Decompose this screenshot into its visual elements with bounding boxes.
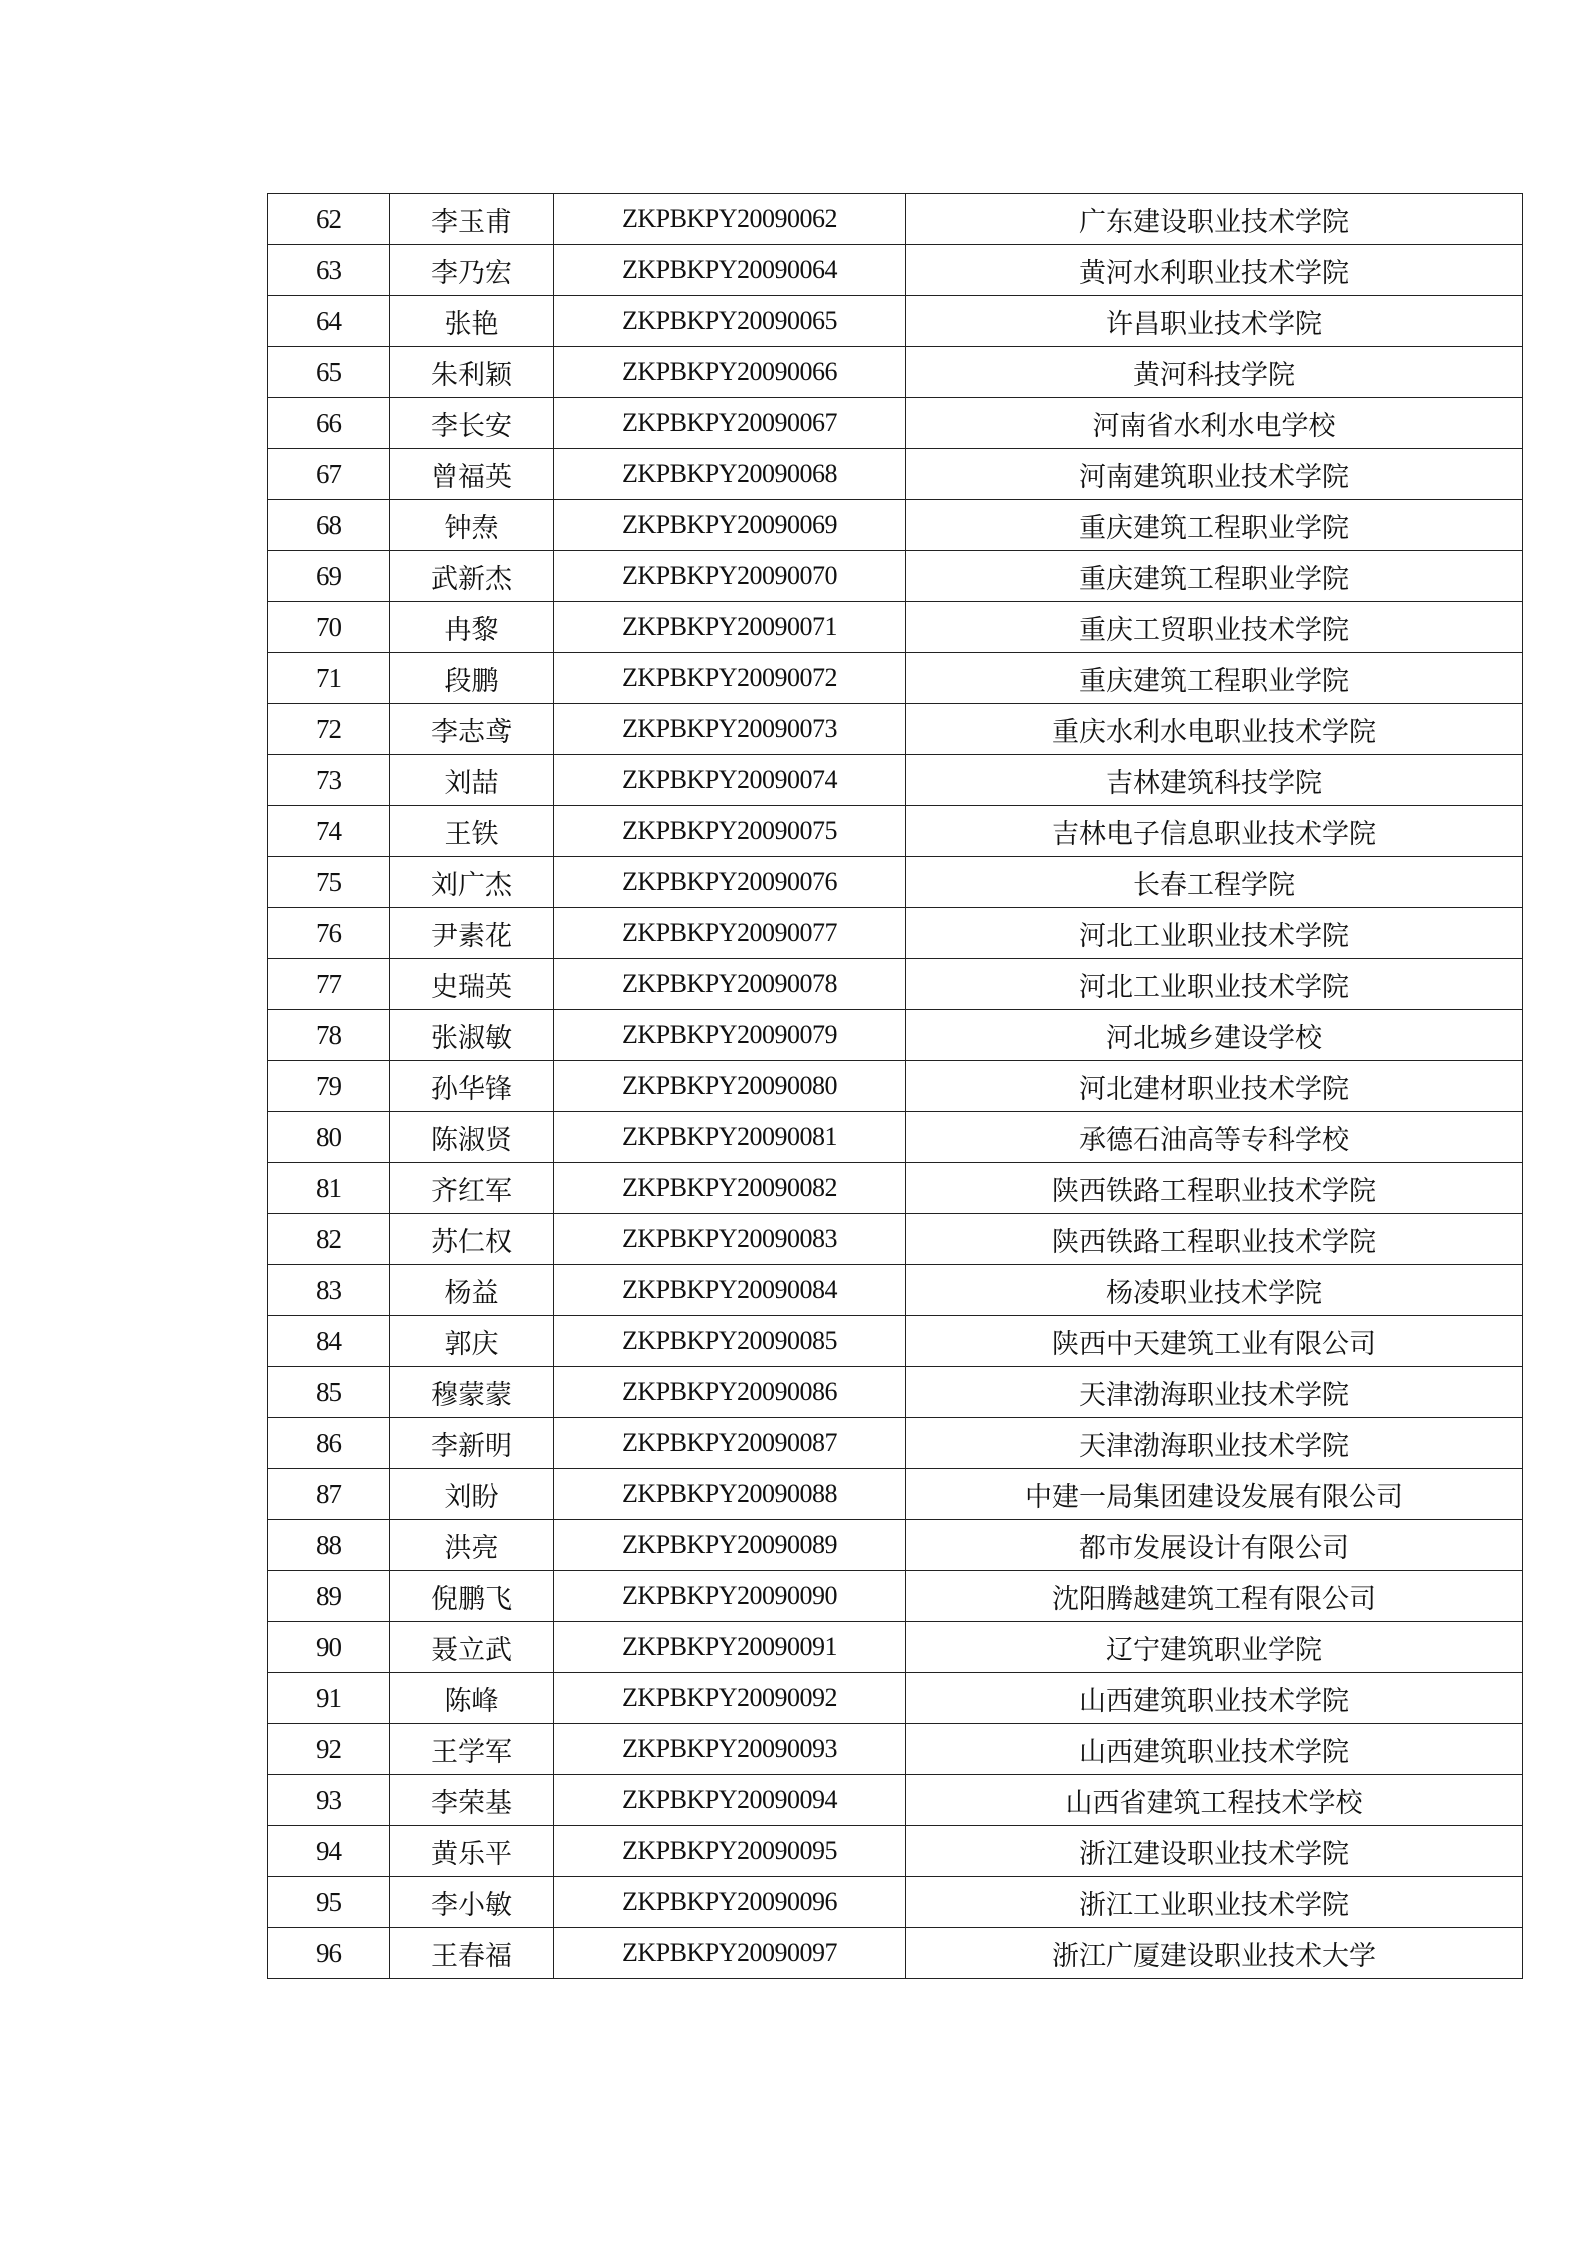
row-number-cell: 80 (268, 1112, 390, 1163)
certificate-code-cell: ZKPBKPY20090079 (554, 1010, 906, 1061)
organization-cell: 辽宁建筑职业学院 (906, 1622, 1523, 1673)
row-number-cell: 91 (268, 1673, 390, 1724)
row-number-cell: 87 (268, 1469, 390, 1520)
name-cell: 聂立武 (390, 1622, 554, 1673)
organization-cell: 杨凌职业技术学院 (906, 1265, 1523, 1316)
organization-cell: 山西建筑职业技术学院 (906, 1673, 1523, 1724)
organization-cell: 中建一局集团建设发展有限公司 (906, 1469, 1523, 1520)
certificate-code-cell: ZKPBKPY20090095 (554, 1826, 906, 1877)
certificate-code-cell: ZKPBKPY20090064 (554, 245, 906, 296)
name-cell: 李玉甫 (390, 194, 554, 245)
table-row (268, 1367, 1523, 1418)
name-cell: 李乃宏 (390, 245, 554, 296)
organization-cell: 广东建设职业技术学院 (906, 194, 1523, 245)
name-cell: 杨益 (390, 1265, 554, 1316)
certificate-code-cell: ZKPBKPY20090096 (554, 1877, 906, 1928)
certificate-code-cell: ZKPBKPY20090086 (554, 1367, 906, 1418)
table-row (268, 500, 1523, 551)
certificate-code-cell: ZKPBKPY20090068 (554, 449, 906, 500)
row-number-cell: 84 (268, 1316, 390, 1367)
certificate-code-cell: ZKPBKPY20090097 (554, 1928, 906, 1979)
row-number-cell: 93 (268, 1775, 390, 1826)
table-row (268, 1316, 1523, 1367)
certificate-code-cell: ZKPBKPY20090092 (554, 1673, 906, 1724)
name-cell: 张淑敏 (390, 1010, 554, 1061)
organization-cell: 河北工业职业技术学院 (906, 959, 1523, 1010)
certificate-code-cell: ZKPBKPY20090083 (554, 1214, 906, 1265)
name-cell: 王学军 (390, 1724, 554, 1775)
table-row (268, 857, 1523, 908)
table-row (268, 653, 1523, 704)
name-cell: 张艳 (390, 296, 554, 347)
row-number-cell: 71 (268, 653, 390, 704)
table-row (268, 551, 1523, 602)
certificate-code-cell: ZKPBKPY20090082 (554, 1163, 906, 1214)
name-cell: 李荣基 (390, 1775, 554, 1826)
name-cell: 刘盼 (390, 1469, 554, 1520)
row-number-cell: 90 (268, 1622, 390, 1673)
row-number-cell: 81 (268, 1163, 390, 1214)
organization-cell: 河北工业职业技术学院 (906, 908, 1523, 959)
table-row (268, 347, 1523, 398)
row-number-cell: 63 (268, 245, 390, 296)
organization-cell: 承德石油高等专科学校 (906, 1112, 1523, 1163)
row-number-cell: 75 (268, 857, 390, 908)
table-row (268, 398, 1523, 449)
row-number-cell: 77 (268, 959, 390, 1010)
organization-cell: 长春工程学院 (906, 857, 1523, 908)
certificate-code-cell: ZKPBKPY20090084 (554, 1265, 906, 1316)
table-row (268, 296, 1523, 347)
organization-cell: 河南建筑职业技术学院 (906, 449, 1523, 500)
table-row (268, 908, 1523, 959)
certificate-code-cell: ZKPBKPY20090085 (554, 1316, 906, 1367)
organization-cell: 都市发展设计有限公司 (906, 1520, 1523, 1571)
table-row (268, 1163, 1523, 1214)
name-cell: 李志鸢 (390, 704, 554, 755)
organization-cell: 浙江广厦建设职业技术大学 (906, 1928, 1523, 1979)
roster-table (267, 193, 1523, 1979)
name-cell: 穆蒙蒙 (390, 1367, 554, 1418)
certificate-code-cell: ZKPBKPY20090088 (554, 1469, 906, 1520)
row-number-cell: 76 (268, 908, 390, 959)
name-cell: 冉黎 (390, 602, 554, 653)
name-cell: 倪鹏飞 (390, 1571, 554, 1622)
organization-cell: 吉林建筑科技学院 (906, 755, 1523, 806)
certificate-code-cell: ZKPBKPY20090089 (554, 1520, 906, 1571)
row-number-cell: 78 (268, 1010, 390, 1061)
organization-cell: 山西建筑职业技术学院 (906, 1724, 1523, 1775)
table-row (268, 194, 1523, 245)
name-cell: 王春福 (390, 1928, 554, 1979)
table-row (268, 959, 1523, 1010)
table-row (268, 1112, 1523, 1163)
row-number-cell: 88 (268, 1520, 390, 1571)
organization-cell: 吉林电子信息职业技术学院 (906, 806, 1523, 857)
name-cell: 刘喆 (390, 755, 554, 806)
name-cell: 陈峰 (390, 1673, 554, 1724)
name-cell: 武新杰 (390, 551, 554, 602)
row-number-cell: 92 (268, 1724, 390, 1775)
table-row (268, 602, 1523, 653)
organization-cell: 许昌职业技术学院 (906, 296, 1523, 347)
certificate-code-cell: ZKPBKPY20090070 (554, 551, 906, 602)
organization-cell: 陕西中天建筑工业有限公司 (906, 1316, 1523, 1367)
name-cell: 孙华锋 (390, 1061, 554, 1112)
table-row (268, 1826, 1523, 1877)
organization-cell: 重庆建筑工程职业学院 (906, 551, 1523, 602)
certificate-code-cell: ZKPBKPY20090093 (554, 1724, 906, 1775)
row-number-cell: 82 (268, 1214, 390, 1265)
name-cell: 钟焘 (390, 500, 554, 551)
row-number-cell: 94 (268, 1826, 390, 1877)
table-row (268, 1214, 1523, 1265)
certificate-code-cell: ZKPBKPY20090081 (554, 1112, 906, 1163)
table-row (268, 1673, 1523, 1724)
table-row (268, 1622, 1523, 1673)
organization-cell: 浙江工业职业技术学院 (906, 1877, 1523, 1928)
certificate-code-cell: ZKPBKPY20090065 (554, 296, 906, 347)
certificate-code-cell: ZKPBKPY20090094 (554, 1775, 906, 1826)
organization-cell: 浙江建设职业技术学院 (906, 1826, 1523, 1877)
organization-cell: 重庆建筑工程职业学院 (906, 500, 1523, 551)
table-row (268, 704, 1523, 755)
table-row (268, 806, 1523, 857)
organization-cell: 沈阳腾越建筑工程有限公司 (906, 1571, 1523, 1622)
row-number-cell: 83 (268, 1265, 390, 1316)
row-number-cell: 68 (268, 500, 390, 551)
certificate-code-cell: ZKPBKPY20090078 (554, 959, 906, 1010)
name-cell: 齐红军 (390, 1163, 554, 1214)
row-number-cell: 86 (268, 1418, 390, 1469)
certificate-code-cell: ZKPBKPY20090077 (554, 908, 906, 959)
row-number-cell: 66 (268, 398, 390, 449)
organization-cell: 天津渤海职业技术学院 (906, 1418, 1523, 1469)
name-cell: 陈淑贤 (390, 1112, 554, 1163)
organization-cell: 山西省建筑工程技术学校 (906, 1775, 1523, 1826)
certificate-code-cell: ZKPBKPY20090080 (554, 1061, 906, 1112)
certificate-code-cell: ZKPBKPY20090071 (554, 602, 906, 653)
name-cell: 王铁 (390, 806, 554, 857)
row-number-cell: 95 (268, 1877, 390, 1928)
table-row (268, 1724, 1523, 1775)
name-cell: 黄乐平 (390, 1826, 554, 1877)
name-cell: 李新明 (390, 1418, 554, 1469)
row-number-cell: 96 (268, 1928, 390, 1979)
row-number-cell: 69 (268, 551, 390, 602)
table-row (268, 1775, 1523, 1826)
organization-cell: 河南省水利水电学校 (906, 398, 1523, 449)
row-number-cell: 72 (268, 704, 390, 755)
name-cell: 尹素花 (390, 908, 554, 959)
table-row (268, 1265, 1523, 1316)
row-number-cell: 85 (268, 1367, 390, 1418)
name-cell: 郭庆 (390, 1316, 554, 1367)
organization-cell: 黄河科技学院 (906, 347, 1523, 398)
table-row (268, 1928, 1523, 1979)
certificate-code-cell: ZKPBKPY20090075 (554, 806, 906, 857)
name-cell: 史瑞英 (390, 959, 554, 1010)
organization-cell: 重庆工贸职业技术学院 (906, 602, 1523, 653)
roster-table-body (268, 194, 1523, 1979)
certificate-code-cell: ZKPBKPY20090069 (554, 500, 906, 551)
organization-cell: 天津渤海职业技术学院 (906, 1367, 1523, 1418)
row-number-cell: 62 (268, 194, 390, 245)
row-number-cell: 65 (268, 347, 390, 398)
certificate-code-cell: ZKPBKPY20090067 (554, 398, 906, 449)
certificate-code-cell: ZKPBKPY20090087 (554, 1418, 906, 1469)
table-row (268, 1877, 1523, 1928)
certificate-code-cell: ZKPBKPY20090072 (554, 653, 906, 704)
name-cell: 李长安 (390, 398, 554, 449)
table-row (268, 1418, 1523, 1469)
row-number-cell: 64 (268, 296, 390, 347)
row-number-cell: 79 (268, 1061, 390, 1112)
certificate-code-cell: ZKPBKPY20090066 (554, 347, 906, 398)
certificate-code-cell: ZKPBKPY20090091 (554, 1622, 906, 1673)
certificate-code-cell: ZKPBKPY20090090 (554, 1571, 906, 1622)
organization-cell: 陕西铁路工程职业技术学院 (906, 1163, 1523, 1214)
table-row (268, 1520, 1523, 1571)
name-cell: 洪亮 (390, 1520, 554, 1571)
name-cell: 刘广杰 (390, 857, 554, 908)
certificate-code-cell: ZKPBKPY20090076 (554, 857, 906, 908)
organization-cell: 重庆水利水电职业技术学院 (906, 704, 1523, 755)
certificate-code-cell: ZKPBKPY20090073 (554, 704, 906, 755)
row-number-cell: 73 (268, 755, 390, 806)
table-row (268, 449, 1523, 500)
row-number-cell: 67 (268, 449, 390, 500)
organization-cell: 陕西铁路工程职业技术学院 (906, 1214, 1523, 1265)
table-row (268, 1010, 1523, 1061)
organization-cell: 黄河水利职业技术学院 (906, 245, 1523, 296)
name-cell: 苏仁权 (390, 1214, 554, 1265)
table-row (268, 1469, 1523, 1520)
row-number-cell: 70 (268, 602, 390, 653)
name-cell: 李小敏 (390, 1877, 554, 1928)
organization-cell: 河北建材职业技术学院 (906, 1061, 1523, 1112)
name-cell: 段鹏 (390, 653, 554, 704)
row-number-cell: 89 (268, 1571, 390, 1622)
organization-cell: 重庆建筑工程职业学院 (906, 653, 1523, 704)
name-cell: 朱利颖 (390, 347, 554, 398)
table-row (268, 755, 1523, 806)
organization-cell: 河北城乡建设学校 (906, 1010, 1523, 1061)
certificate-code-cell: ZKPBKPY20090074 (554, 755, 906, 806)
certificate-code-cell: ZKPBKPY20090062 (554, 194, 906, 245)
row-number-cell: 74 (268, 806, 390, 857)
name-cell: 曾福英 (390, 449, 554, 500)
table-row (268, 1571, 1523, 1622)
table-row (268, 1061, 1523, 1112)
table-row (268, 245, 1523, 296)
